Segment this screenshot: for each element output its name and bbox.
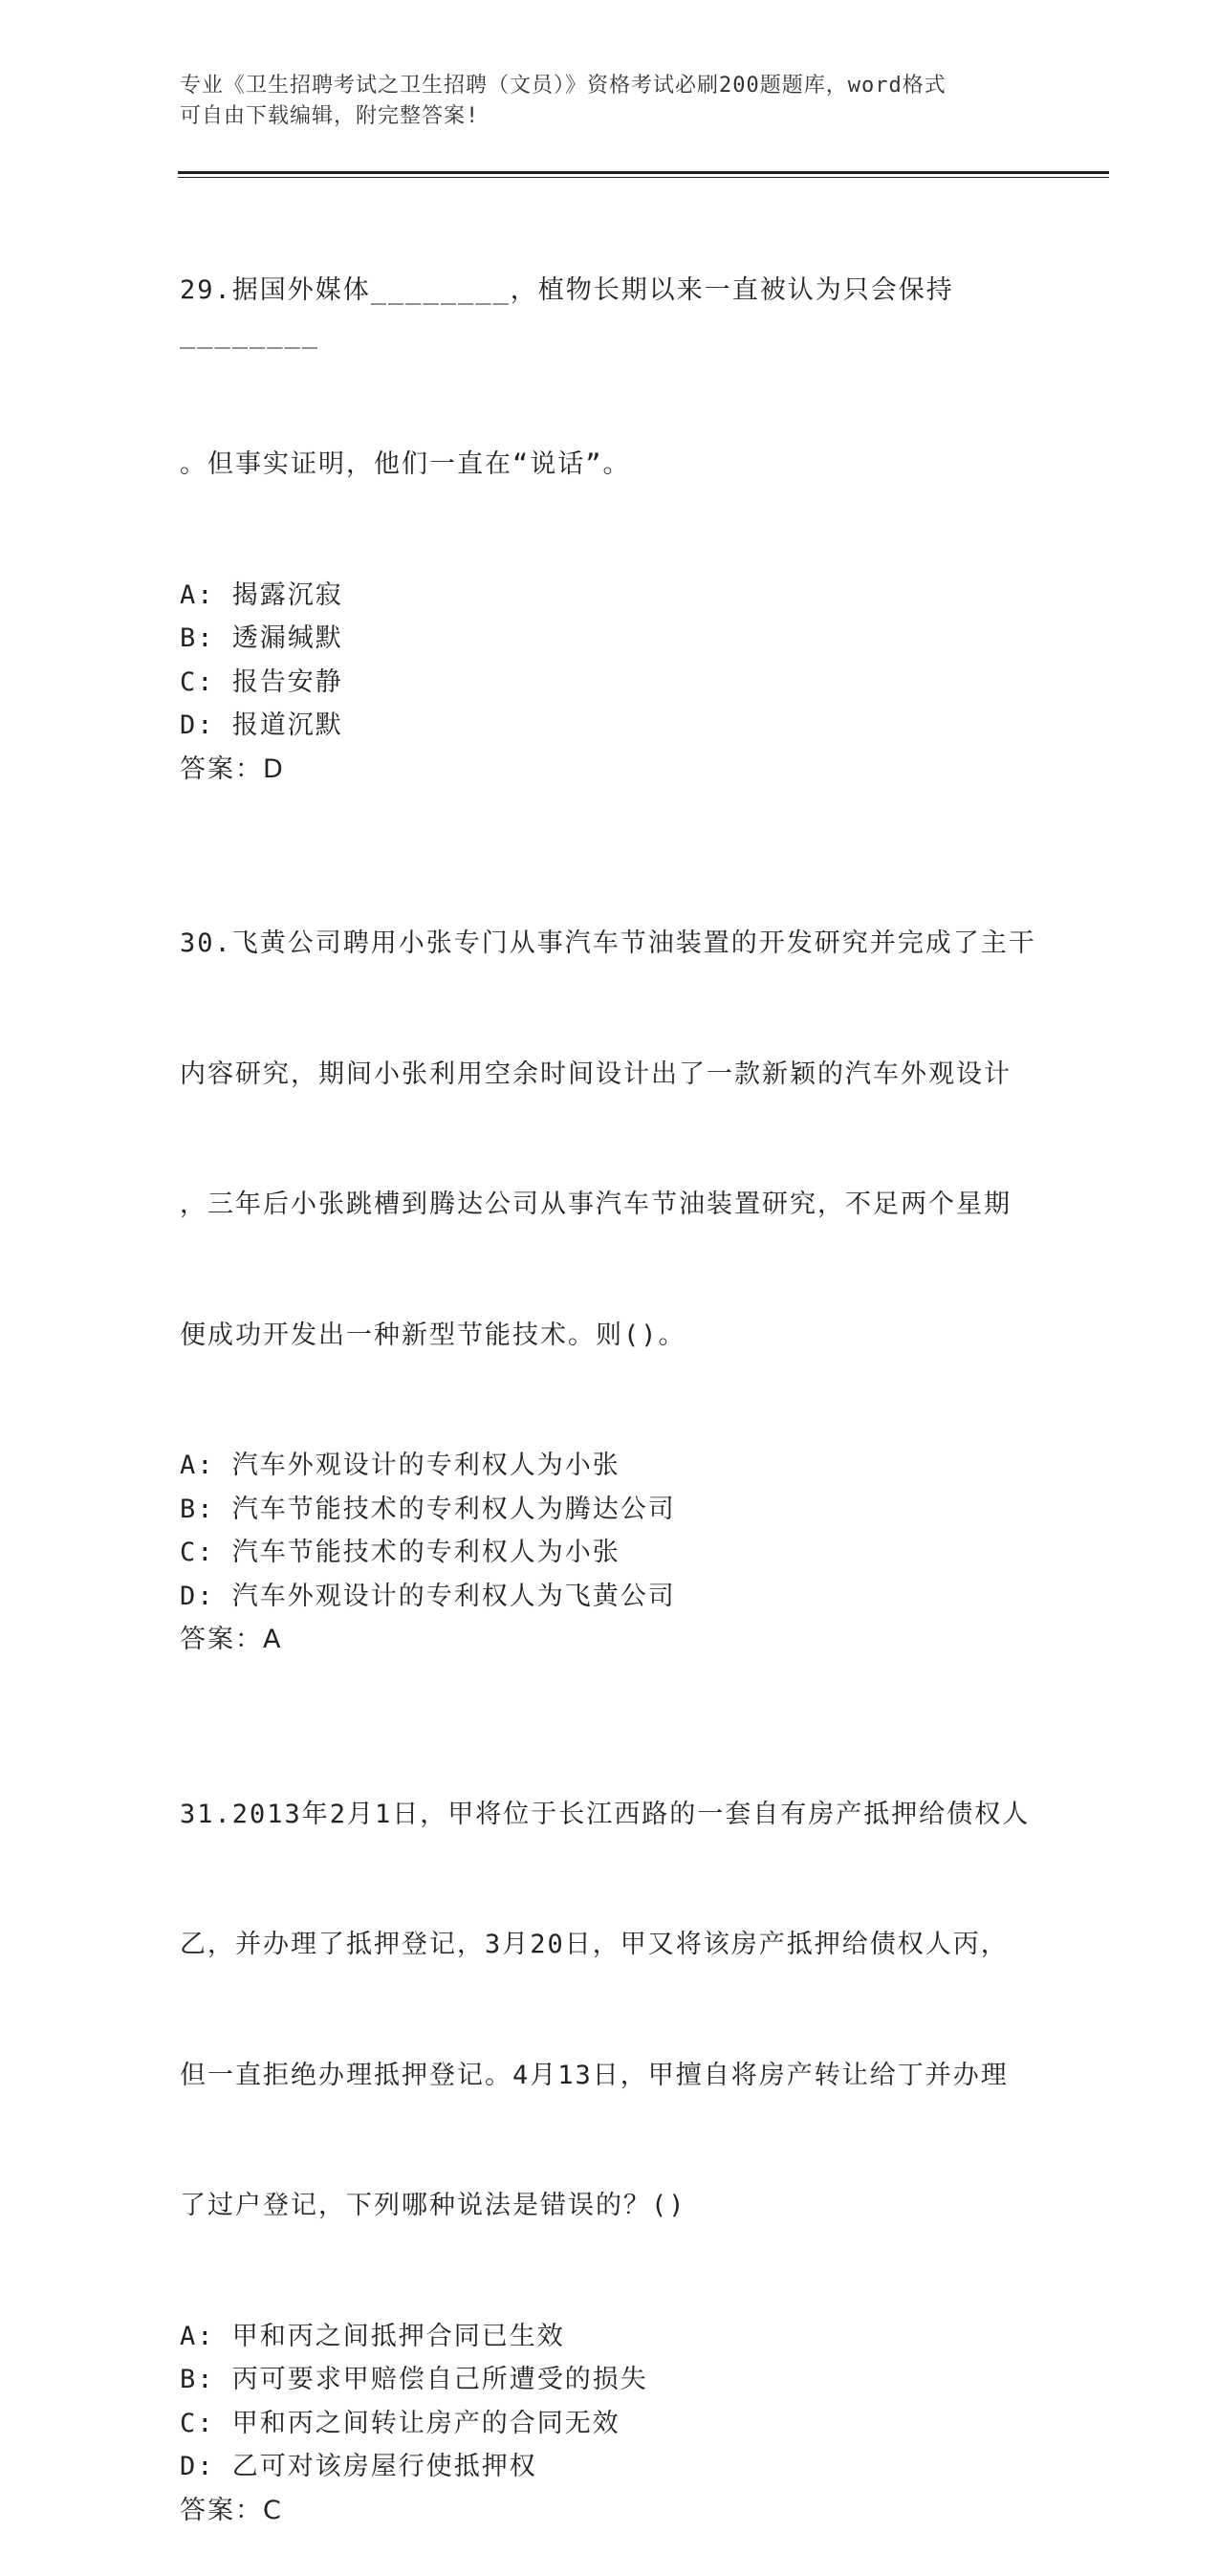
option-c: C: 报告安静	[180, 666, 343, 697]
option-d: D: 汽车外观设计的专利权人为飞黄公司	[180, 1581, 676, 1611]
stem-line: 乙，并办理了抵押登记，3月20日，甲又将该房产抵押给债权人丙，	[180, 1930, 1009, 1959]
question-stem	[180, 182, 1040, 574]
header-line-2: 可自由下载编辑，附完整答案!	[180, 104, 480, 128]
answer-label: 答案：C	[180, 2495, 283, 2525]
option-b: B: 丙可要求甲赔偿自己所遭受的损失	[180, 2365, 648, 2394]
stem-line: 内容研究，期间小张利用空余时间设计出了一款新颖的汽车外观设计	[180, 1059, 1012, 1089]
option-b: B: 汽车节能技术的专利权人为腾达公司	[180, 1494, 676, 1524]
stem-line: 但一直拒绝办理抵押登记。4月13日，甲擅自将房产转让给丁并办理	[180, 2060, 1009, 2090]
stem-line: 了过户登记，下列哪种说法是错误的？()	[180, 2191, 686, 2220]
question-list	[180, 182, 1040, 2576]
question-30	[180, 835, 1040, 1662]
option-d: D: 乙可对该房屋行使抵押权	[180, 2452, 537, 2481]
stem-line: 31.2013年2月1日，甲将位于长江西路的一套自有房产抵押给债权人	[180, 1799, 1031, 1829]
header-line-1: 专业《卫生招聘考试之卫生招聘（文员）》资格考试必刷200题题库，word格式	[180, 74, 947, 98]
stem-line: ，三年后小张跳槽到腾达公司从事汽车节油装置研究，不足两个星期	[180, 1190, 1012, 1219]
stem-line: 便成功开发出一种新型节能技术。则()。	[180, 1320, 686, 1350]
stem-line: 30.飞黄公司聘用小张专门从事汽车节油装置的开发研究并完成了主干	[180, 928, 1036, 958]
option-b: B: 透漏缄默	[180, 623, 343, 653]
header-rule-thin	[178, 177, 1109, 178]
answer-label: 答案：D	[180, 753, 285, 784]
stem-line: 。但事实证明，他们一直在“说话”。	[180, 449, 631, 479]
question-31	[180, 1706, 1040, 2533]
option-c: C: 汽车节能技术的专利权人为小张	[180, 1538, 620, 1567]
option-a: A: 汽车外观设计的专利权人为小张	[180, 1451, 620, 1480]
document-header	[180, 71, 1040, 132]
stem-line: 29.据国外媒体________，植物长期以来一直被认为只会保持________	[180, 275, 954, 349]
option-c: C: 甲和丙之间转让房产的合同无效	[180, 2408, 620, 2438]
option-d: D: 报道沉默	[180, 710, 343, 740]
answer-label: 答案：A	[180, 1625, 283, 1654]
question-stem	[180, 835, 1040, 1444]
option-a: A: 甲和丙之间抵押合同已生效	[180, 2321, 565, 2351]
question-29	[180, 182, 1040, 791]
header-rule-thick	[178, 171, 1109, 174]
option-a: A: 揭露沉寂	[180, 579, 343, 610]
question-stem	[180, 1706, 1040, 2315]
